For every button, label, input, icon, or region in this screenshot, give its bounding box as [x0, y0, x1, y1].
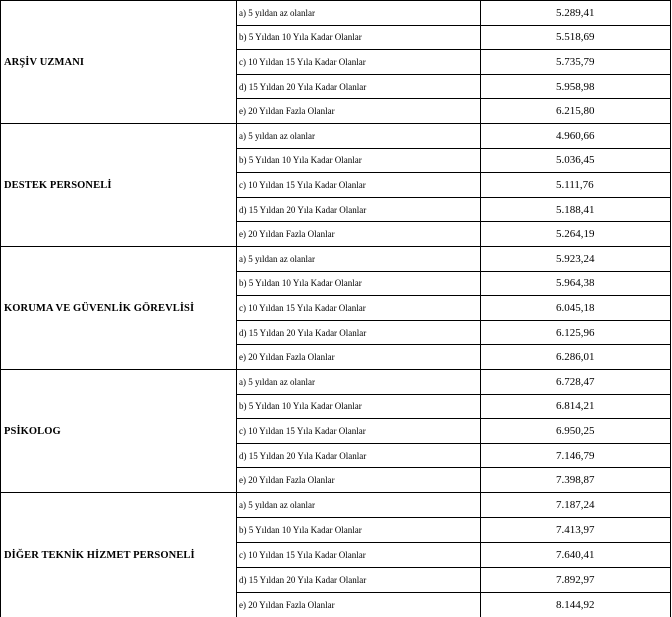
tier-value: 4.960,66	[481, 124, 671, 148]
tier-label: b) 5 Yıldan 10 Yıla Kadar Olanlar	[237, 395, 481, 419]
tier-value: 5.735,79	[481, 50, 671, 74]
position-title: DİĞER TEKNİK HİZMET PERSONELİ	[0, 493, 237, 617]
table-row	[237, 345, 671, 369]
table-row	[237, 468, 671, 492]
table-row	[237, 272, 671, 297]
table-row	[237, 124, 671, 149]
table-row	[237, 543, 671, 568]
tier-value: 5.518,69	[481, 26, 671, 50]
table-row	[237, 222, 671, 246]
tier-value: 6.728,47	[481, 370, 671, 394]
tier-value: 5.289,41	[481, 1, 671, 25]
tier-label: b) 5 Yıldan 10 Yıla Kadar Olanlar	[237, 518, 481, 542]
position-title: ARŞİV UZMANI	[0, 1, 237, 123]
position-group	[0, 247, 671, 370]
tier-value: 5.923,24	[481, 247, 671, 271]
tier-value: 5.964,38	[481, 272, 671, 296]
table-row	[237, 198, 671, 223]
tier-value: 7.398,87	[481, 468, 671, 492]
tier-label: e) 20 Yıldan Fazla Olanlar	[237, 99, 481, 123]
table-row	[237, 99, 671, 123]
tier-label: d) 15 Yıldan 20 Yıla Kadar Olanlar	[237, 444, 481, 468]
table-row	[237, 395, 671, 420]
tier-value: 6.125,96	[481, 321, 671, 345]
tier-label: c) 10 Yıldan 15 Yıla Kadar Olanlar	[237, 50, 481, 74]
tier-value: 5.111,76	[481, 173, 671, 197]
position-title: KORUMA VE GÜVENLİK GÖREVLİSİ	[0, 247, 237, 369]
tier-value: 5.188,41	[481, 198, 671, 222]
table-row	[237, 493, 671, 518]
tier-value: 7.892,97	[481, 568, 671, 592]
tier-label: b) 5 Yıldan 10 Yıla Kadar Olanlar	[237, 272, 481, 296]
table-row	[237, 444, 671, 469]
tier-label: e) 20 Yıldan Fazla Olanlar	[237, 222, 481, 246]
tier-label: d) 15 Yıldan 20 Yıla Kadar Olanlar	[237, 568, 481, 592]
tier-label: c) 10 Yıldan 15 Yıla Kadar Olanlar	[237, 419, 481, 443]
tier-rows	[237, 1, 671, 123]
tier-label: a) 5 yıldan az olanlar	[237, 124, 481, 148]
table-row	[237, 321, 671, 346]
tier-value: 6.950,25	[481, 419, 671, 443]
table-row	[237, 50, 671, 75]
position-title: DESTEK PERSONELİ	[0, 124, 237, 246]
table-row	[237, 26, 671, 51]
tier-label: a) 5 yıldan az olanlar	[237, 1, 481, 25]
tier-value: 8.144,92	[481, 593, 671, 617]
tier-value: 5.036,45	[481, 149, 671, 173]
tier-label: e) 20 Yıldan Fazla Olanlar	[237, 593, 481, 617]
tier-label: d) 15 Yıldan 20 Yıla Kadar Olanlar	[237, 321, 481, 345]
position-group	[0, 124, 671, 247]
tier-value: 6.286,01	[481, 345, 671, 369]
position-group	[0, 370, 671, 493]
table-row	[237, 149, 671, 174]
table-row	[237, 370, 671, 395]
tier-label: d) 15 Yıldan 20 Yıla Kadar Olanlar	[237, 198, 481, 222]
tier-rows	[237, 124, 671, 246]
tier-label: a) 5 yıldan az olanlar	[237, 370, 481, 394]
table-row	[237, 1, 671, 26]
tier-value: 7.187,24	[481, 493, 671, 517]
tier-value: 7.413,97	[481, 518, 671, 542]
tier-label: e) 20 Yıldan Fazla Olanlar	[237, 345, 481, 369]
tier-rows	[237, 493, 671, 617]
tier-label: b) 5 Yıldan 10 Yıla Kadar Olanlar	[237, 26, 481, 50]
tier-value: 7.640,41	[481, 543, 671, 567]
table-row	[237, 419, 671, 444]
salary-table	[0, 1, 671, 617]
tier-value: 6.045,18	[481, 296, 671, 320]
table-row	[237, 568, 671, 593]
table-row	[237, 593, 671, 617]
position-group	[0, 493, 671, 617]
tier-label: e) 20 Yıldan Fazla Olanlar	[237, 468, 481, 492]
position-group	[0, 1, 671, 124]
tier-value: 5.958,98	[481, 75, 671, 99]
tier-value: 5.264,19	[481, 222, 671, 246]
tier-value: 6.814,21	[481, 395, 671, 419]
tier-label: c) 10 Yıldan 15 Yıla Kadar Olanlar	[237, 543, 481, 567]
tier-label: a) 5 yıldan az olanlar	[237, 493, 481, 517]
tier-label: a) 5 yıldan az olanlar	[237, 247, 481, 271]
tier-label: c) 10 Yıldan 15 Yıla Kadar Olanlar	[237, 173, 481, 197]
table-row	[237, 518, 671, 543]
position-title: PSİKOLOG	[0, 370, 237, 492]
table-row	[237, 173, 671, 198]
tier-label: b) 5 Yıldan 10 Yıla Kadar Olanlar	[237, 149, 481, 173]
tier-rows	[237, 247, 671, 369]
table-row	[237, 296, 671, 321]
tier-label: c) 10 Yıldan 15 Yıla Kadar Olanlar	[237, 296, 481, 320]
tier-value: 6.215,80	[481, 99, 671, 123]
tier-rows	[237, 370, 671, 492]
table-row	[237, 75, 671, 100]
tier-value: 7.146,79	[481, 444, 671, 468]
tier-label: d) 15 Yıldan 20 Yıla Kadar Olanlar	[237, 75, 481, 99]
table-row	[237, 247, 671, 272]
